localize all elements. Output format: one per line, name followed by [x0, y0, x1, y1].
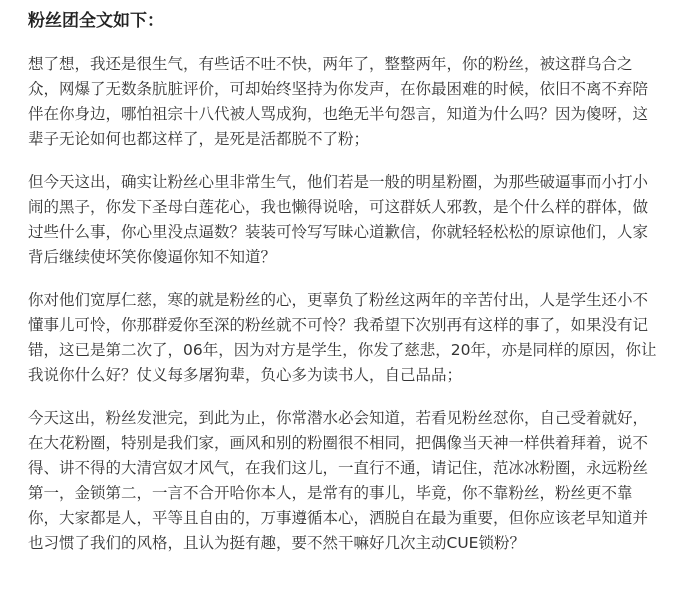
paragraph-4: 今天这出，粉丝发泄完，到此为止，你常潜水必会知道，若看见粉丝怼你，自己受着就好，在大花粉圈，特别是我们家，画风和别的粉圈很不相同，把偶像当天神一样供着拜着，说不得、讲不得的大清宫奴才风气，在我们这儿，一直行不通，请记住，范冰冰粉圈，永远粉丝第一，金锁第二，一言不合开哈你本人，是常有的事儿，毕竟，你不靠粉丝，粉丝更不靠你，大家都是人，平等且自由的，万事遵循本心，洒脱自在最为重要，但你应该老早知道并也习惯了我们的风格，且认为挺有趣，要不然干嘛好几次主动CUE锁粉？	[28, 409, 649, 552]
article-body	[28, 8, 660, 556]
paragraph-3: 你对他们宽厚仁慈，寒的就是粉丝的心，更辜负了粉丝这两年的辛苦付出，人是学生还小不懂事儿可怜，你那群爱你至深的粉丝就不可怜？我希望下次别再有这样的事了，如果没有记错，这已是第二次了，06年，因为对方是学生，你发了慈悲，20年，亦是同样的原因，你让我说你什么好？仗义每多屠狗辈，负心多为读书人，自己品品；	[28, 291, 657, 384]
article-title: 粉丝团全文如下：	[28, 11, 164, 31]
paragraph-1: 想了想，我还是很生气，有些话不吐不快，两年了，整整两年，你的粉丝，被这群乌合之众，网爆了无数条肮脏评价，可却始终坚持为你发声，在你最困难的时候，依旧不离不弃陪伴在你身边，哪怕祖宗十八代被人骂成狗，也绝无半句怨言，知道为什么吗？因为傻呀，这辈子无论如何也都这样了，是死是活都脱不了粉；	[28, 55, 649, 148]
paragraph-2: 但今天这出，确实让粉丝心里非常生气，他们若是一般的明星粉圈，为那些破逼事而小打小闹的黑子，你发下圣母白莲花心，我也懒得说啥，可这群妖人邪教，是个什么样的群体，做过些什么事，你心里没点逼数？装装可怜写写昧心道歉信，你就轻轻松松的原谅他们，人家背后继续使坏笑你傻逼你知不知道？	[28, 173, 649, 266]
